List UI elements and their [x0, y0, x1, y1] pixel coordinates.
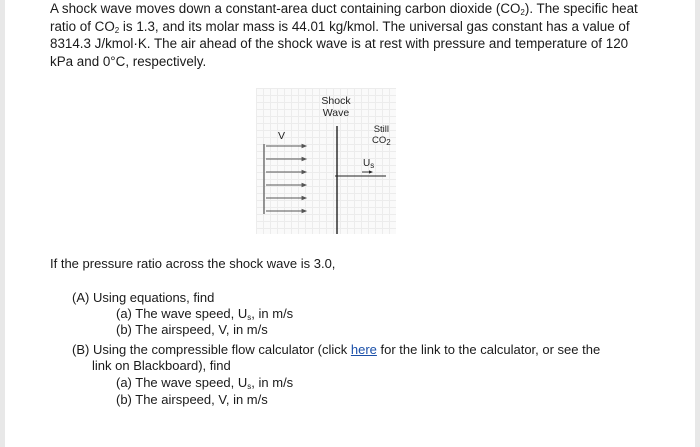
- part-b-item-a: [116, 375, 293, 391]
- right-border: [695, 0, 700, 447]
- us-arrowhead: [369, 170, 373, 173]
- intro-text-3: is 1.3, and its molar mass is 44.01 kg/kmol. The universal gas constant has a value of 8314.3 J/kmol·K. The air ahead of the shock wave is at rest with pressure and temperature of 120 kPa and 0°C, respectively.: [50, 18, 630, 69]
- problem-statement: [50, 0, 650, 70]
- flow-arrows: [264, 144, 306, 214]
- part-a-item-a-text2: , in m/s: [251, 306, 294, 321]
- still-label-line1: Still: [373, 124, 389, 135]
- part-b-item-a-text2: , in m/s: [251, 375, 294, 390]
- part-a-item-b: (b) The airspeed, V, in m/s: [116, 322, 268, 337]
- shock-wave-diagram: [256, 88, 396, 234]
- part-b-heading-line2: link on Blackboard), find: [92, 358, 231, 373]
- calculator-link[interactable]: here: [350, 342, 377, 357]
- part-b-heading-text1: (B) Using the compressible flow calculator (click: [72, 342, 351, 357]
- part-b-heading: [72, 342, 600, 358]
- v-label: V: [278, 130, 286, 142]
- part-b-heading-text2: for the link to the calculator, or see the: [376, 342, 601, 357]
- intro-text-1: A shock wave moves down a constant-area duct containing carbon dioxide (CO: [50, 1, 521, 16]
- part-a-item-a-subscript: s: [247, 313, 252, 322]
- part-b-item-a-subscript: s: [247, 382, 252, 391]
- shock-label-line2: Wave: [322, 107, 350, 119]
- left-border: [0, 0, 5, 447]
- us-label: [363, 158, 374, 170]
- still-label-subscript: 2: [386, 138, 391, 147]
- part-a-item-a: [116, 306, 293, 322]
- part-b-item-b: (b) The airspeed, V, in m/s: [116, 392, 268, 407]
- part-b-item-a-text1: (a) The wave speed, U: [116, 375, 248, 390]
- shock-label-line1: Shock: [321, 95, 351, 107]
- us-label-subscript: s: [370, 161, 375, 170]
- us-label-u: U: [363, 158, 371, 169]
- still-label-co: CO: [372, 135, 387, 146]
- still-co2-label: [372, 124, 391, 146]
- part-a-heading: (A) Using equations, find: [72, 290, 215, 305]
- intro-text-2: ). The specific heat ratio of CO: [50, 1, 638, 34]
- intro-subscript-2: 2: [114, 25, 120, 35]
- question-text: If the pressure ratio across the shock wave is 3.0,: [50, 256, 336, 271]
- part-a-item-a-text1: (a) The wave speed, U: [116, 306, 248, 321]
- shock-wave-label: [320, 95, 352, 119]
- intro-subscript-1: 2: [520, 8, 525, 17]
